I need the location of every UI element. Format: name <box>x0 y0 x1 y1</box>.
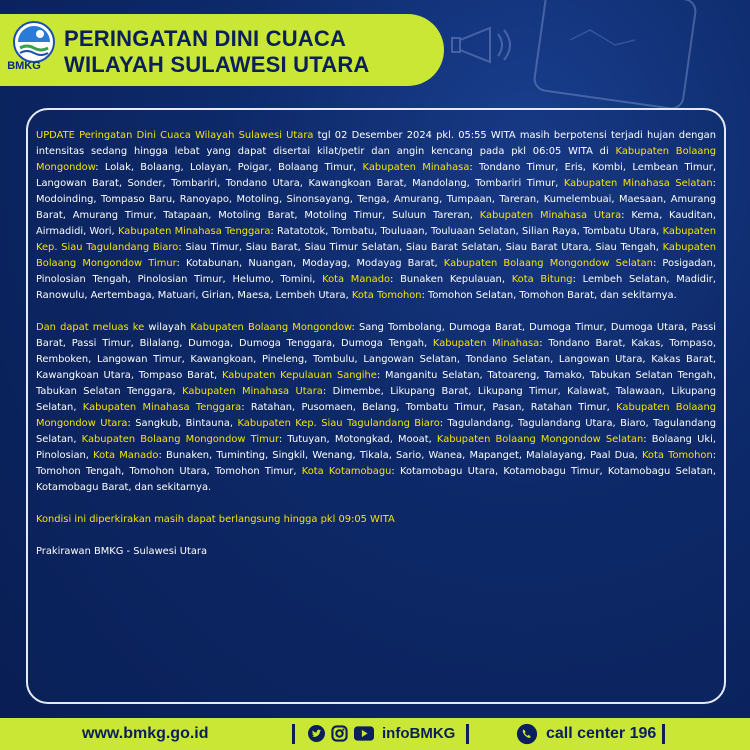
social-handle[interactable]: infoBMKG <box>382 725 456 742</box>
district-list: : Ratatotok, Tombatu, Touluaan, Touluaan Selatan, Silian Raya, Tombatu Utara, <box>270 226 663 237</box>
region-name: Kota Manado <box>322 274 391 285</box>
call-center[interactable]: call center 196 <box>546 725 657 742</box>
title-line-2: WILAYAH SULAWESI UTARA <box>64 52 370 77</box>
region-name: Kabupaten Minahasa Utara <box>479 210 622 221</box>
region-name: Kota Kotamobagu <box>301 466 392 477</box>
region-name: Kabupaten Bolaang Mongondow <box>190 322 352 333</box>
district-list: : Bolaang Uki, Pinolosian, <box>36 434 716 461</box>
region-name: Kabupaten Minahasa Tenggara <box>82 402 242 413</box>
district-list: tgl 02 Desember 2024 pkl. 05:55 WITA masih berpotensi terjadi hujan dengan intensitas sedang hingga lebat yang dapat disertai kilat/petir dan angin kencang pada pkl 06:05 WITA di <box>36 130 716 157</box>
district-list: : Tomohon Tengah, Tomohon Utara, Tomohon Timur, <box>36 450 717 477</box>
district-list: : Dimembe, Likupang Barat, Likupang Timur, Kalawat, Talawaan, Likupang Selatan, <box>36 386 716 413</box>
district-list: : Bunaken, Tuminting, Singkil, Wenang, Tikala, Sario, Wanea, Mapanget, Malalayang, Paal Dua, <box>158 450 642 461</box>
district-list: : Tomohon Selatan, Tomohon Barat, dan sekitarnya. <box>421 290 677 301</box>
district-list: : Bunaken Kepulauan, <box>390 274 512 285</box>
district-list: : Kotabunan, Nuangan, Modayag, Modayag Barat, <box>176 258 444 269</box>
region-name: Kabupaten Bolaang Mongondow Timur <box>36 242 716 269</box>
region-name: Kabupaten Minahasa <box>362 162 470 173</box>
footer-divider <box>292 724 295 744</box>
title-line-1: PERINGATAN DINI CUACA <box>64 26 347 51</box>
region-name: Kota Tomohon <box>351 290 422 301</box>
region-name: Kabupaten Kep. Siau Tagulandang Biaro <box>237 418 440 429</box>
district-list: : Manganitu Selatan, Tatoareng, Tamako, Tabukan Selatan Tengah, Tabukan Selatan Tenggara, <box>36 370 716 397</box>
region-name: Kabupaten Kep. Siau Tagulandang Biaro <box>36 226 716 253</box>
district-list: wilayah <box>144 322 191 333</box>
region-name: Kota Bitung <box>511 274 573 285</box>
website-link[interactable]: www.bmkg.go.id <box>82 725 209 742</box>
page-title <box>64 26 370 78</box>
region-name: Dan dapat meluas ke <box>36 322 145 333</box>
region-name: Kota Manado <box>93 450 159 461</box>
region-name: Kabupaten Bolaang Mongondow Utara <box>36 402 716 429</box>
district-list: : Sang Tombolang, Dumoga Barat, Dumoga Timur, Dumoga Utara, Passi Barat, Passi Timur, Bilalang, Dumoga, Dumoga Tenggara, Dumoga Tengah, <box>36 322 717 349</box>
region-name: Kabupaten Bolaang Mongondow <box>36 146 716 173</box>
district-list: : Ratahan, Pusomaen, Belang, Tombatu Timur, Pasan, Ratahan Timur, <box>241 402 617 413</box>
footer-divider <box>466 724 469 744</box>
header-banner <box>0 14 444 86</box>
twitter-icon[interactable] <box>308 725 325 742</box>
region-name: Kota Tomohon <box>641 450 713 461</box>
district-list: : Kema, Kauditan, Airmadidi, Wori, <box>36 210 716 237</box>
region-name: Kabupaten Bolaang Mongondow Selatan <box>443 258 653 269</box>
region-name: Kabupaten Minahasa Selatan <box>563 178 713 189</box>
warning-duration: Kondisi ini diperkirakan masih dapat berlangsung hingga pkl 09:05 WITA <box>36 514 395 525</box>
district-list: : Modoinding, Tompaso Baru, Ranoyapo, Motoling, Sinonsayang, Tenga, Amurang, Tumpaan, Tareran, Kumelembuai, Maesaan, Amurang Barat, Amurang Timur, Tatapaan, Motoling Barat, Motoling Timur, Suluun Tareran, <box>36 178 716 221</box>
district-list: : Posigadan, Pinolosian Tengah, Pinolosian Timur, Helumo, Tomini, <box>36 258 717 285</box>
region-name: UPDATE Peringatan Dini Cuaca Wilayah Sulawesi Utara <box>36 130 314 141</box>
instagram-icon[interactable] <box>331 725 348 742</box>
forecaster-signature: Prakirawan BMKG - Sulawesi Utara <box>36 546 208 557</box>
warning-paragraph-expansion <box>36 320 716 496</box>
district-list: : Tagulandang, Tagulandang Utara, Biaro, Tagulandang Selatan, <box>36 418 716 445</box>
district-list: : Lolak, Bolaang, Lolayan, Poigar, Bolaang Timur, <box>95 162 363 173</box>
district-list: : Tutuyan, Motongkad, Mooat, <box>278 434 437 445</box>
district-list: : Sangkub, Bintauna, <box>127 418 238 429</box>
region-name: Kabupaten Minahasa <box>432 338 540 349</box>
logo-label: BMKG <box>7 60 41 72</box>
district-list: : Tondano Timur, Eris, Kombi, Lembean Timur, Langowan Barat, Sonder, Tombariri, Tondano Utara, Kawangkoan Barat, Mandolang, Tombariri Timur, <box>36 162 717 189</box>
warning-paragraph-current <box>36 128 716 304</box>
district-list: : Kotamobagu Utara, Kotamobagu Timur, Kotamobagu Selatan, Kotamobagu Barat, dan sekitarnya. <box>36 466 717 493</box>
footer-bar <box>0 718 750 750</box>
region-name: Kabupaten Bolaang Mongondow Timur <box>81 434 279 445</box>
footer-divider <box>662 724 665 744</box>
region-name: Kabupaten Minahasa Utara <box>182 386 323 397</box>
region-name: Kabupaten Minahasa Tenggara <box>117 226 271 237</box>
district-list: : Lembeh Selatan, Madidir, Ranowulu, Aertembaga, Matuari, Girian, Maesa, Lembeh Utara, <box>36 274 717 301</box>
district-list: : Siau Timur, Siau Barat, Siau Timur Selatan, Siau Barat Selatan, Siau Barat Utara, Siau Tengah, <box>178 242 663 253</box>
region-name: Kabupaten Kepulauan Sangihe <box>221 370 377 381</box>
region-name: Kabupaten Bolaang Mongondow Selatan <box>436 434 644 445</box>
warning-text <box>36 128 716 576</box>
district-list: : Tondano Barat, Kakas, Tompaso, Remboken, Langowan Timur, Kawangkoan, Pineleng, Tombulu, Langowan Selatan, Tondano Selatan, Langowan Utara, Kakas Barat, Kawangkoan Utara, Tompaso Barat, <box>36 338 717 381</box>
whatsapp-icon[interactable] <box>516 723 538 745</box>
youtube-icon[interactable] <box>354 725 374 742</box>
